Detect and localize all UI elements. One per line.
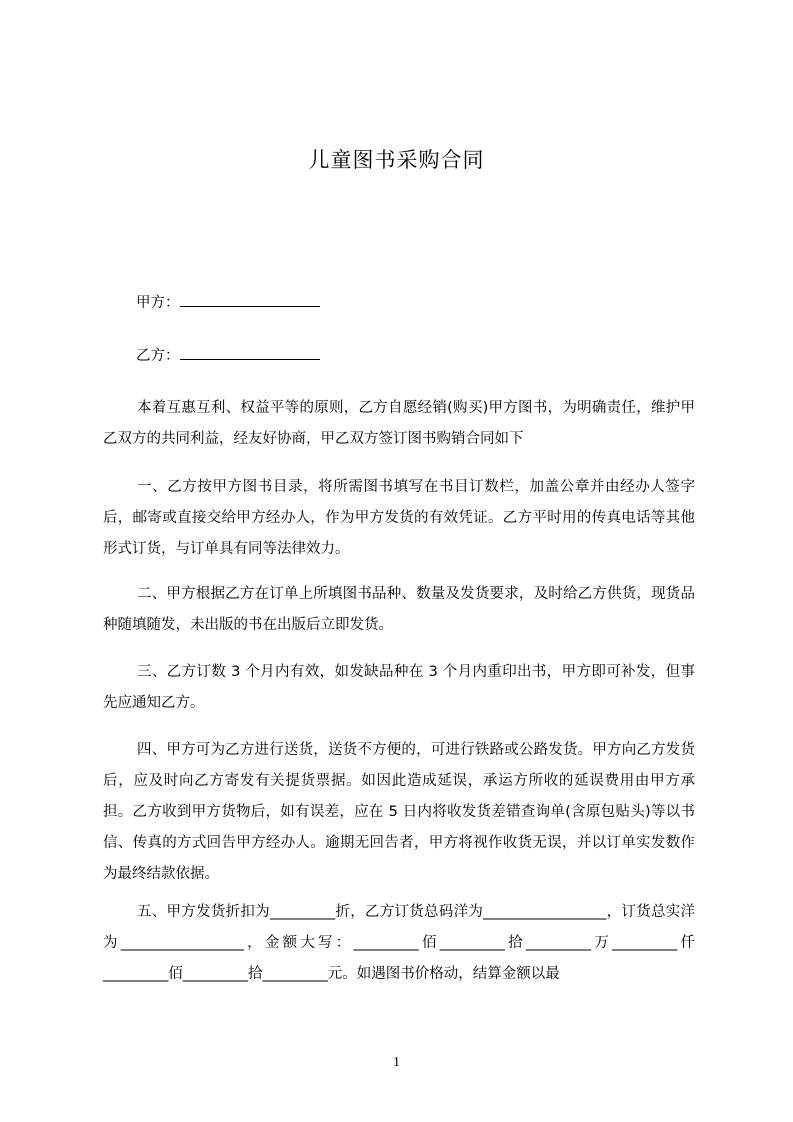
clause-5-paragraph: 五、甲方发货折扣为_________折，乙方订货总码洋为_________________，订货总实洋为_________________，金额大写：_________佰_________拾_________万_________仟_________佰_________拾_________元。如遇图书价格动，结算金额以最 xyxy=(103,904,695,982)
party-b-line xyxy=(136,344,320,366)
party-a-label: 甲方： xyxy=(136,295,180,311)
document-title: 儿童图书采购合同 xyxy=(308,148,485,172)
clause-4-paragraph: 四、甲方可为乙方进行送货，送货不方便的，可进行铁路或公路发货。甲方向乙方发货后，应及时向乙方寄发有关提货票据。如因此造成延误，承运方所收的延误费用由甲方承担。乙方收到甲方货物后，如有误差，应在 5 日内将收发货差错查询单(含原包贴头)等以书信、传真的方式回告甲方经办人。逾期无回告者，甲方将视作收货无误，并以订单实发数作为最终结款依据。 xyxy=(103,742,695,882)
clause-1-paragraph: 一、乙方按甲方图书目录，将所需图书填写在书目订数栏，加盖公章并由经办人签字后，邮寄或直接交给甲方经办人，作为甲方发货的有效凭证。乙方平时用的传真电话等其他形式订货，与订单具有同等法律效力。 xyxy=(103,479,695,557)
page-number: 1 xyxy=(393,1055,400,1070)
party-a-line xyxy=(136,291,320,313)
clause-2-paragraph: 二、甲方根据乙方在订单上所填图书品种、数量及发货要求，及时给乙方供货，现货品种随填随发，未出版的书在出版后立即发货。 xyxy=(103,586,695,633)
party-b-blank xyxy=(180,344,320,360)
clause-3-paragraph: 三、乙方订数 3 个月内有效，如发缺品种在 3 个月内重印出书，甲方即可补发，但事先应通知乙方。 xyxy=(103,664,695,711)
party-a-blank xyxy=(180,291,320,307)
party-b-label: 乙方： xyxy=(136,348,180,364)
preamble-paragraph: 本着互惠互利、权益平等的原则，乙方自愿经销(购买)甲方图书，为明确责任，维护甲乙双方的共同利益，经友好协商，甲乙双方签订图书购销合同如下 xyxy=(103,400,695,447)
